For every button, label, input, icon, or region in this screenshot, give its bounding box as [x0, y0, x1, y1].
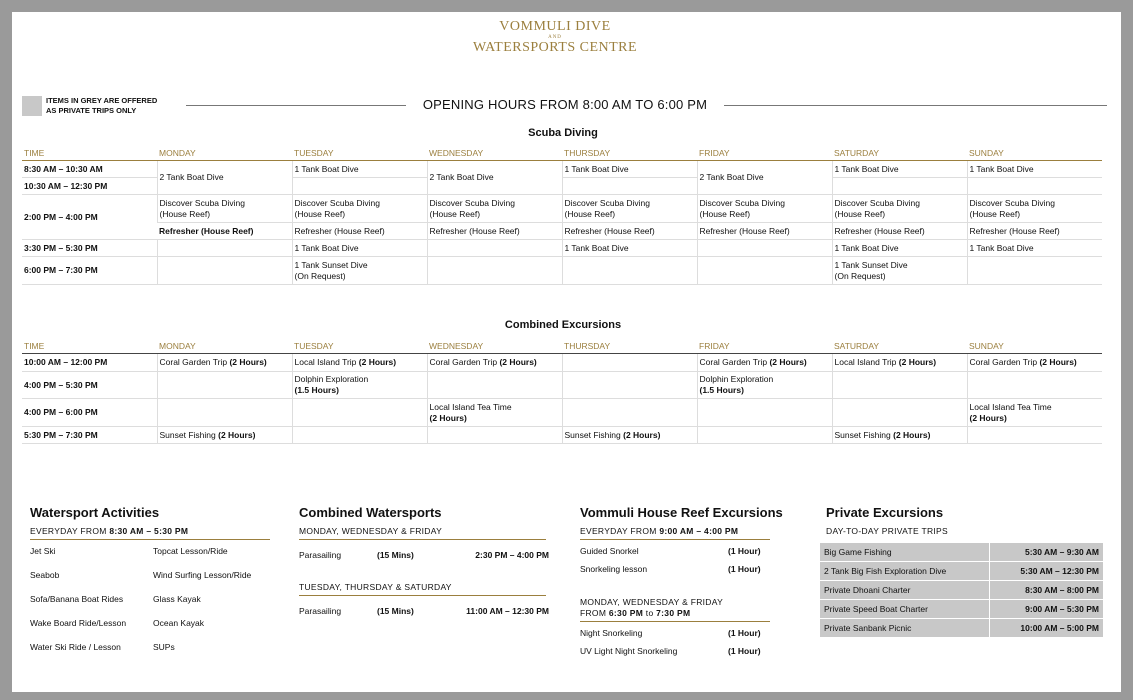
cell: [292, 195, 427, 223]
cell: 2 Tank Boat Dive: [427, 161, 562, 195]
house-reef-panel: [580, 505, 800, 656]
table-row: [22, 372, 1102, 399]
cell: Refresher (House Reef): [832, 223, 967, 240]
private-panel: [820, 505, 1104, 638]
watersport-sub-time: 8:30 AM – 5:30 PM: [109, 526, 189, 536]
cell: [427, 427, 562, 444]
cell-line: Discover Scuba Diving: [969, 197, 1056, 208]
list-item: [580, 546, 800, 556]
col-tuesday: TUESDAY: [292, 146, 427, 161]
time-cell: 2:00 PM – 4:00 PM: [22, 195, 157, 240]
cell: Refresher (House Reef): [562, 223, 697, 240]
excursions-title: Combined Excursions: [504, 319, 622, 331]
cell: 1 Tank Boat Dive: [292, 240, 427, 257]
excursion-duration: (1 Hour): [728, 646, 761, 656]
list-item: Topcat Lesson/Ride: [153, 546, 228, 556]
cell-text: Coral Garden Trip: [969, 357, 1038, 367]
cell: 1 Tank Boat Dive: [832, 240, 967, 257]
col-sunday: SUNDAY: [967, 339, 1102, 354]
private-subtitle: DAY-TO-DAY PRIVATE TRIPS: [826, 526, 948, 536]
cell-line: (House Reef): [564, 208, 616, 219]
logo-and: AND: [548, 35, 562, 40]
cell: [562, 195, 697, 223]
legend-line-2: AS PRIVATE TRIPS ONLY: [46, 106, 137, 115]
private-time: 10:00 AM – 5:00 PM: [990, 619, 1103, 638]
col-friday: FRIDAY: [697, 339, 832, 354]
cell: [562, 399, 697, 427]
watersport-subtitle: [30, 526, 270, 540]
cell-text: Sunset Fishing: [564, 429, 621, 440]
list-item: [580, 646, 800, 656]
col-thursday: THURSDAY: [562, 146, 697, 161]
watersport-panel: [30, 505, 270, 652]
house-reef-title: Vommuli House Reef Excursions: [580, 505, 783, 520]
cell: 1 Tank Boat Dive: [562, 240, 697, 257]
logo-line-1: VOMMULI DIVE: [499, 19, 611, 34]
excursion-name: UV Light Night Snorkeling: [580, 646, 678, 656]
cell: [562, 372, 697, 399]
cell: [697, 257, 832, 285]
night-subtitle-1: MONDAY, WEDNESDAY & FRIDAY: [580, 597, 724, 607]
cell-line: 1 Tank Sunset Dive: [294, 259, 368, 270]
brand-logo: [470, 20, 640, 55]
cell: 1 Tank Boat Dive: [967, 240, 1102, 257]
cell: [292, 178, 427, 195]
cell: [967, 195, 1102, 223]
cell: [292, 257, 427, 285]
list-item: Jet Ski: [30, 546, 56, 556]
combined-watersports-panel: [299, 505, 549, 616]
time-cell: 3:30 PM – 5:30 PM: [22, 240, 157, 257]
cell-line: (On Request): [834, 270, 886, 281]
cell: [832, 372, 967, 399]
legend-swatch: [22, 96, 42, 116]
cell: Refresher (House Reef): [292, 223, 427, 240]
time-cell: 8:30 AM – 10:30 AM: [22, 161, 157, 178]
list-item: Glass Kayak: [153, 594, 201, 604]
cell: [967, 178, 1102, 195]
watersport-title: Watersport Activities: [30, 505, 160, 520]
time-cell: 10:00 AM – 12:00 PM: [22, 354, 157, 372]
table-row: [820, 619, 1103, 638]
col-wednesday: WEDNESDAY: [427, 339, 562, 354]
cell-line: (On Request): [294, 270, 346, 281]
table-row: [22, 195, 1102, 223]
private-time: 8:30 AM – 8:00 PM: [990, 581, 1103, 600]
private-time: 5:30 AM – 12:30 PM: [990, 562, 1103, 581]
excursions-table: [22, 339, 1102, 444]
cell: [562, 354, 697, 372]
cell: [967, 372, 1102, 399]
cell-duration: (2 Hours): [898, 357, 937, 367]
cell: 2 Tank Boat Dive: [157, 161, 292, 195]
activity-duration: (15 Mins): [377, 606, 414, 616]
list-item: Water Ski Ride / Lesson: [30, 642, 121, 652]
private-name: Private Speed Boat Charter: [820, 600, 990, 619]
time-cell: 4:00 PM – 6:00 PM: [22, 399, 157, 427]
private-time: 9:00 AM – 5:30 PM: [990, 600, 1103, 619]
cell-text: Sunset Fishing: [159, 429, 216, 440]
cell-text: Sunset Fishing: [834, 429, 891, 440]
cell: [697, 354, 832, 372]
cell: [967, 354, 1102, 372]
col-thursday: THURSDAY: [562, 339, 697, 354]
cell-line: Local Island Tea Time: [429, 401, 512, 412]
house-reef-subtitle: [580, 526, 770, 540]
col-saturday: SATURDAY: [832, 339, 967, 354]
header-row: [22, 339, 1102, 354]
cell: [832, 195, 967, 223]
table-row: [22, 354, 1102, 372]
cell: [832, 399, 967, 427]
cell-line: Discover Scuba Diving: [294, 197, 381, 208]
cell: 1 Tank Boat Dive: [832, 161, 967, 178]
cell: [697, 195, 832, 223]
grey-legend: [22, 96, 157, 116]
opening-hours: OPENING HOURS FROM 8:00 AM TO 6:00 PM: [422, 97, 708, 112]
cell-duration: (2 Hours): [358, 357, 397, 367]
private-name: Big Game Fishing: [820, 543, 990, 562]
cell: [832, 257, 967, 285]
col-wednesday: WEDNESDAY: [427, 146, 562, 161]
time-cell: 10:30 AM – 12:30 PM: [22, 178, 157, 195]
private-title: Private Excursions: [826, 505, 944, 520]
time-cell: 4:00 PM – 5:30 PM: [22, 372, 157, 399]
cell: [832, 178, 967, 195]
combined-ws-sub1: MONDAY, WEDNESDAY & FRIDAY: [299, 526, 546, 540]
list-item: Seabob: [30, 570, 60, 580]
legend-line-1: ITEMS IN GREY ARE OFFERED: [46, 96, 158, 105]
cell-line: Discover Scuba Diving: [699, 197, 786, 208]
excursion-duration: (1 Hour): [728, 564, 761, 574]
cell-duration: (2 Hours): [969, 412, 1007, 423]
table-row: [820, 581, 1103, 600]
divider-left: [186, 105, 406, 106]
scuba-table: [22, 146, 1102, 285]
cell-text: Coral Garden Trip: [699, 357, 768, 367]
cell-line: Discover Scuba Diving: [564, 197, 651, 208]
cell: [427, 354, 562, 372]
cell-line: Discover Scuba Diving: [159, 197, 246, 208]
cell-line: Discover Scuba Diving: [834, 197, 921, 208]
table-row: [820, 600, 1103, 619]
cell: [157, 427, 292, 444]
list-item: Ocean Kayak: [153, 618, 205, 628]
cell: [697, 372, 832, 399]
cell-duration: (2 Hours): [218, 429, 256, 440]
cell-line: Dolphin Exploration: [294, 374, 369, 384]
activity-time: 11:00 AM – 12:30 PM: [466, 606, 549, 616]
list-item: [299, 550, 549, 560]
cell-duration: (2 Hours): [893, 429, 931, 440]
cell: [967, 399, 1102, 427]
cell: [562, 427, 697, 444]
col-tuesday: TUESDAY: [292, 339, 427, 354]
cell-line: (House Reef): [699, 208, 751, 219]
time-cell: 5:30 PM – 7:30 PM: [22, 427, 157, 444]
col-monday: MONDAY: [157, 339, 292, 354]
night-sub-to: to: [643, 608, 657, 618]
activity-name: Parasailing: [299, 550, 342, 560]
cell: [157, 399, 292, 427]
cell-duration: (2 Hours): [429, 412, 467, 423]
table-row: [22, 427, 1102, 444]
cell-line: Dolphin Exploration: [699, 374, 774, 384]
cell: 1 Tank Boat Dive: [967, 161, 1102, 178]
cell: [832, 427, 967, 444]
cell-duration: (1.5 Hours): [294, 385, 339, 395]
cell: 1 Tank Boat Dive: [562, 161, 697, 178]
cell-text: Local Island Trip: [834, 357, 897, 367]
list-item: [580, 628, 800, 638]
cell-text: Local Island Trip: [294, 357, 357, 367]
excursion-name: Guided Snorkel: [580, 546, 639, 556]
private-time: 5:30 AM – 9:30 AM: [990, 543, 1103, 562]
cell-line: (House Reef): [834, 208, 886, 219]
table-row: [22, 223, 1102, 240]
list-item: SUPs: [153, 642, 175, 652]
cell-line: (House Reef): [969, 208, 1021, 219]
cell-line: (House Reef): [294, 208, 346, 219]
table-row: [820, 543, 1103, 562]
cell: [697, 399, 832, 427]
list-item: Wake Board Ride/Lesson: [30, 618, 127, 628]
cell: [562, 178, 697, 195]
cell: [292, 354, 427, 372]
cell: [697, 240, 832, 257]
cell: [967, 427, 1102, 444]
cell-duration: (2 Hours): [499, 357, 537, 367]
cell: [427, 399, 562, 427]
list-item: Sofa/Banana Boat Rides: [30, 594, 124, 604]
watersport-sub-prefix: EVERYDAY FROM: [30, 526, 110, 536]
cell: [292, 372, 427, 399]
cell-duration: (2 Hours): [1039, 357, 1077, 367]
night-start-time: 6:30 PM: [608, 608, 644, 618]
list-item: Wind Surfing Lesson/Ride: [153, 570, 252, 580]
col-saturday: SATURDAY: [832, 146, 967, 161]
cell: [427, 257, 562, 285]
cell-text: Coral Garden Trip: [159, 357, 228, 367]
header-row: [22, 146, 1102, 161]
private-name: Private Sanbank Picnic: [820, 619, 990, 638]
cell: 1 Tank Boat Dive: [292, 161, 427, 178]
table-row: [22, 240, 1102, 257]
cell-line: Local Island Tea Time: [969, 401, 1052, 412]
cell: [157, 257, 292, 285]
house-reef-sub-prefix: EVERYDAY FROM: [580, 526, 660, 536]
cell: [157, 372, 292, 399]
cell: [427, 195, 562, 223]
night-subtitle-2: [580, 608, 770, 622]
night-sub-prefix: FROM: [580, 608, 609, 618]
cell: [427, 240, 562, 257]
cell-duration: (2 Hours): [229, 357, 267, 367]
cell-duration: (1.5 Hours): [699, 385, 744, 395]
activity-time: 2:30 PM – 4:00 PM: [475, 550, 549, 560]
activity-list: [30, 546, 270, 652]
cell: Refresher (House Reef): [697, 223, 832, 240]
combined-ws-title: Combined Watersports: [299, 505, 442, 520]
excursion-duration: (1 Hour): [728, 546, 761, 556]
cell-line: (House Reef): [429, 208, 481, 219]
col-monday: MONDAY: [157, 146, 292, 161]
excursion-name: Night Snorkeling: [580, 628, 643, 638]
cell: Refresher (House Reef): [427, 223, 562, 240]
col-time: TIME: [22, 146, 157, 161]
cell-line: 1 Tank Sunset Dive: [834, 259, 908, 270]
col-sunday: SUNDAY: [967, 146, 1102, 161]
cell: [292, 399, 427, 427]
cell: Refresher (House Reef): [967, 223, 1102, 240]
table-row: [22, 399, 1102, 427]
col-friday: FRIDAY: [697, 146, 832, 161]
night-end-time: 7:30 PM: [656, 608, 691, 618]
cell: [157, 354, 292, 372]
house-reef-sub-time: 9:00 AM – 4:00 PM: [659, 526, 739, 536]
logo-line-2: WATERSPORTS CENTRE: [472, 40, 638, 55]
cell: Refresher (House Reef): [157, 223, 292, 240]
list-item: [580, 564, 800, 574]
list-item: [299, 606, 549, 616]
cell-line: Discover Scuba Diving: [429, 197, 516, 208]
cell: [292, 427, 427, 444]
cell: [157, 240, 292, 257]
col-time: TIME: [22, 339, 157, 354]
cell-duration: (2 Hours): [623, 429, 661, 440]
time-cell: 6:00 PM – 7:30 PM: [22, 257, 157, 285]
activity-name: Parasailing: [299, 606, 342, 616]
private-name: 2 Tank Big Fish Exploration Dive: [820, 562, 990, 581]
table-row: [820, 562, 1103, 581]
divider-right: [724, 105, 1107, 106]
table-row: [22, 161, 1102, 178]
cell: [562, 257, 697, 285]
cell: [832, 354, 967, 372]
private-name: Private Dhoani Charter: [820, 581, 990, 600]
cell: [427, 372, 562, 399]
cell-duration: (2 Hours): [769, 357, 807, 367]
cell: [157, 195, 292, 223]
excursion-duration: (1 Hour): [728, 628, 761, 638]
cell-line: (House Reef): [159, 208, 211, 219]
excursion-name: Snorkeling lesson: [580, 564, 648, 574]
activity-duration: (15 Mins): [377, 550, 414, 560]
private-table: [820, 543, 1103, 638]
cell: [697, 427, 832, 444]
cell: 2 Tank Boat Dive: [697, 161, 832, 195]
table-row: [22, 257, 1102, 285]
cell-text: Coral Garden Trip: [429, 357, 498, 367]
combined-ws-sub2: TUESDAY, THURSDAY & SATURDAY: [299, 582, 546, 596]
cell: [967, 257, 1102, 285]
scuba-title: Scuba Diving: [528, 127, 598, 139]
